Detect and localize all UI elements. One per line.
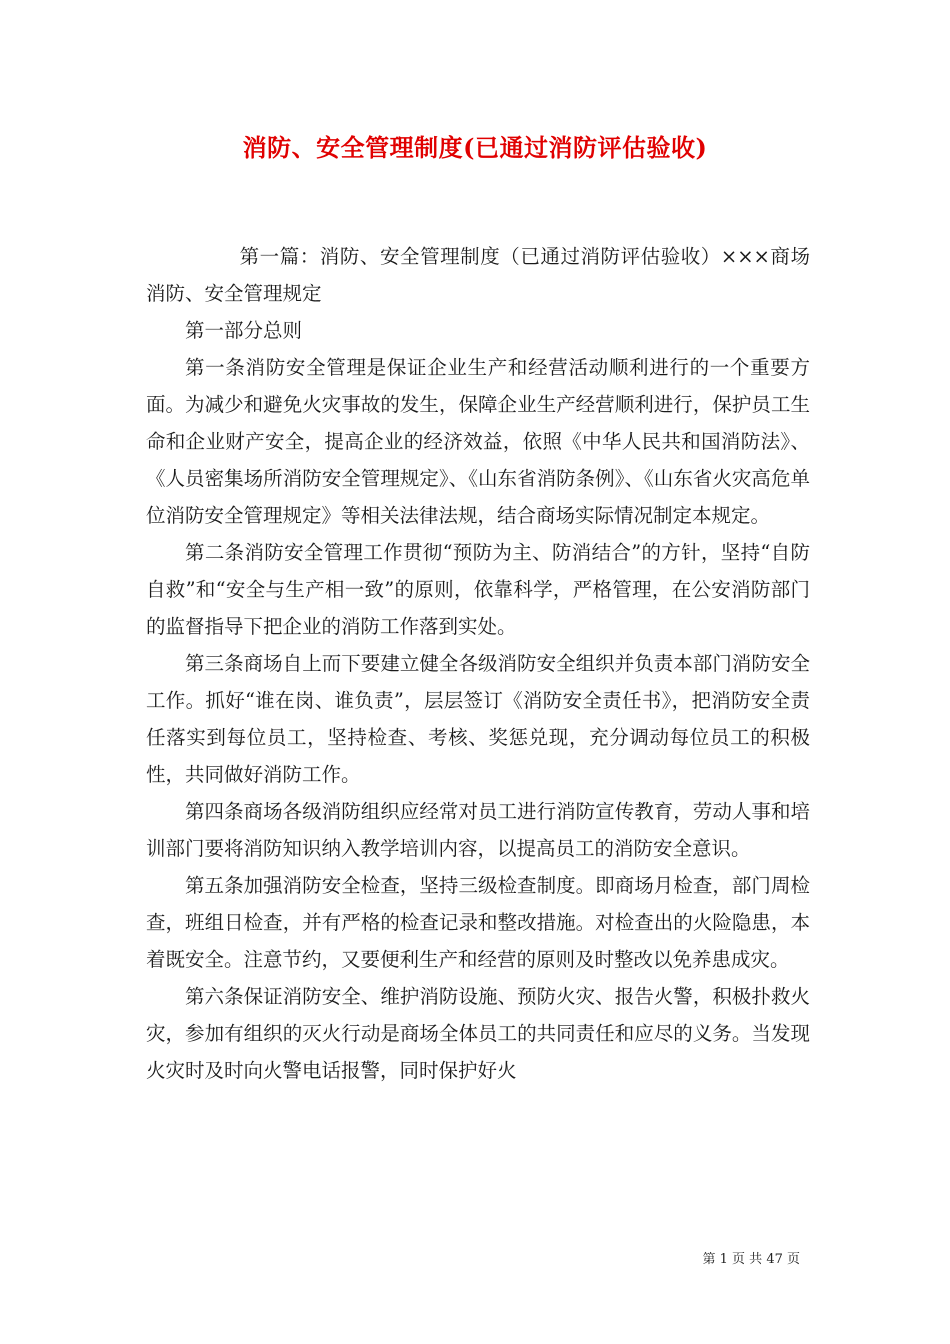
paragraph-article-4: 第四条商场各级消防组织应经常对员工进行消防宣传教育，劳动人事和培训部门要将消防知识纳入教学培训内容，以提高员工的消防安全意识。: [146, 800, 810, 860]
document-body: [146, 238, 810, 1089]
paragraph-article-1: 第一条消防安全管理是保证企业生产和经营活动顺利进行的一个重要方面。为减少和避免火灾事故的发生，保障企业生产经营顺利进行，保护员工生命和企业财产安全，提高企业的经济效益，依照《中华人民共和国消防法》、《人员密集场所消防安全管理规定》、《山东省消防条例》、《山东省火灾高危单位消防安全管理规定》等相关法律法规，结合商场实际情况制定本规定。: [146, 356, 810, 527]
paragraph-article-5: 第五条加强消防安全检查，坚持三级检查制度。即商场月检查，部门周检查，班组日检查，并有严格的检查记录和整改措施。对检查出的火险隐患，本着既安全。注意节约，又要便利生产和经营的原则及时整改以免养患成灾。: [146, 874, 810, 971]
page-number-footer: 第 1 页 共 47 页: [702, 1252, 800, 1267]
paragraph-article-3: 第三条商场自上而下要建立健全各级消防安全组织并负责本部门消防安全工作。抓好“谁在岗、谁负责”，层层签订《消防安全责任书》，把消防安全责任落实到每位员工，坚持检查、考核、奖惩兑现，充分调动每位员工的积极性，共同做好消防工作。: [146, 652, 810, 786]
paragraph-article-2: 第二条消防安全管理工作贯彻“预防为主、防消结合”的方针，坚持“自防自救”和“安全与生产相一致”的原则，依靠科学，严格管理，在公安消防部门的监督指导下把企业的消防工作落到实处。: [146, 541, 810, 638]
paragraph-section-heading: 第一部分总则: [185, 319, 303, 342]
paragraph-intro: 第一篇：消防、安全管理制度（已通过消防评估验收）×××商场消防、安全管理规定: [146, 245, 810, 305]
document-title: 消防、安全管理制度(已通过消防评估验收): [242, 133, 708, 162]
paragraph-article-6: 第六条保证消防安全、维护消防设施、预防火灾、报告火警，积极扑救火灾，参加有组织的灭火行动是商场全体员工的共同责任和应尽的义务。当发现火灾时及时向火警电话报警，同时保护好火: [146, 985, 810, 1082]
